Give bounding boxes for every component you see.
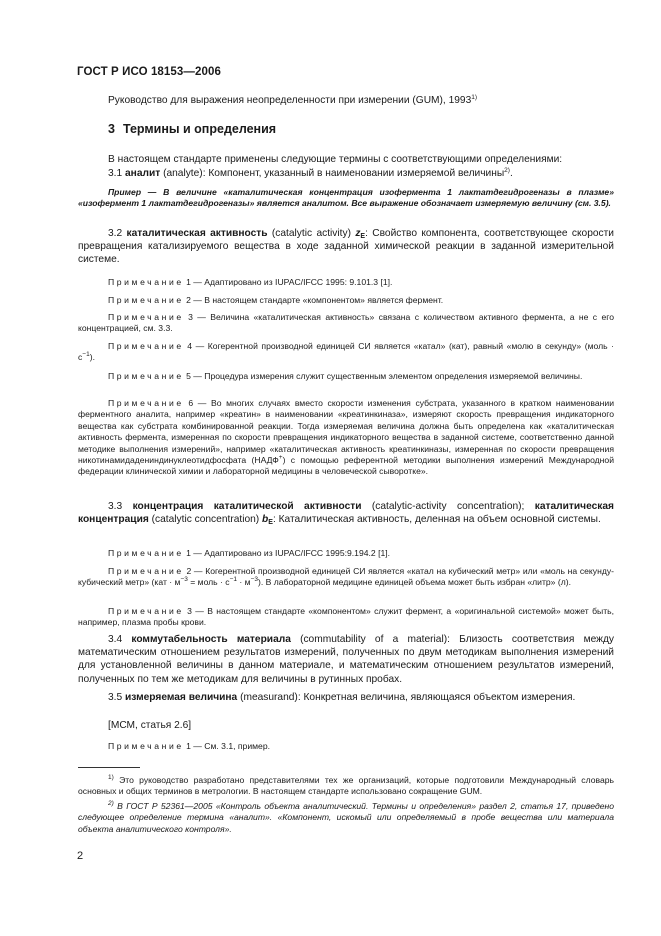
term-3-1: 3.1 аналит (analyte): Компонент, указанный в наименовании измеряемой величины$^{2)}$. [108,167,513,179]
footnote-2: $^{2)}$ В ГОСТ Р 52361—2005 «Контроль объекта аналитический. Термины и определения» раздел 2, статья 17, приведено следующее определение термина «аналит». «Компонент, искомый или определяемый в пробе вещества или материала объекта аналитического контроля». [78,800,614,834]
section-heading: 3 Термины и определения [108,122,277,136]
term-3-3: 3.3 концентрация каталитической активности (catalytic-activity concentration); каталитическая концентрация (catalytic concentration) $b_E$: Каталитическая активность, деленная на объем основной системы. [78,501,614,527]
intro-paragraph: Руководство для выражения неопределенности при измерении (GUM), 1993$^{1)}$ [108,94,478,106]
document-header: ГОСТ Р ИСО 18153—2006 [77,66,222,78]
footnote-separator [78,767,140,768]
note-3-2-4: Примечание 4 — Когерентной производной единицей СИ является «катал» (кат), равный «молю в секунду» (моль · $с^{-1}$). [78,341,614,363]
note-3-3-1: Примечание 1 — Адаптировано из IUPAC/IFCC 1995:9.194.2 [1]. [108,548,391,558]
reference-3-5: [МСМ, статья 2.6] [108,720,192,731]
note-3-3-2: Примечание 2 — Когерентной производной единицей СИ является «катал на кубический метр» или «моль на секунду-кубический метр» ($кат \cdot м^{-3}$ = моль · $с^{-1} \cdot м^{-3}$). В лабораторной медицине единицей объема может быть избран «литр» (л). [78,566,614,588]
term-3-5: 3.5 измеряемая величина (measurand): Конкретная величина, являющаяся объектом измерения. [108,692,576,703]
note-3-2-3: Примечание 3 — Величина «каталитическая активность» связана с количеством активного фермента, а не с его концентрацией, см. 3.3. [78,312,614,334]
page-number: 2 [77,850,84,862]
example-3-1: Пример — В величине «каталитическая концентрация изофермента 1 лактатдегидрогеназы в плазме» «изофермент 1 лактатдегидрогеназы» является аналитом. Все выражение обозначает измеряемую величину (см. 3.5). [78,187,614,209]
note-3-2-1: Примечание 1 — Адаптировано из IUPAC/IFCC 1995: 9.101.3 [1]. [108,277,393,287]
note-3-5-1: Примечание 1 — См. 3.1, пример. [108,741,270,751]
section-intro-paragraph: В настоящем стандарте применены следующие термины с соответствующими определениями: [108,154,563,165]
term-3-2: 3.2 каталитическая активность (catalytic activity) $z_E$: Свойство компонента, соответствующее скорости превращения катализируемого вещества в ходе заданной химической реакции в заданной измерительной системе. [78,228,614,266]
footnote-1: $^{1)}$ Это руководство разработано представителями тех же организаций, которые подготовили Международный словарь основных и общих терминов в метрологии. В настоящем стандарте использовано сокращение GUM. [78,774,614,797]
note-3-2-6: Примечание 6 — Во многих случаях вместо скорости изменения субстрата, указанного в кратком наименовании ферментного аналита, например «креатин» в наименовании «креатинкиназа», измеряют скорость превращения индикаторного вещества как субстрата комбинированной реакции. Тогда измеряемая величина должна быть определена как «каталитическая активность фермента, измеренная по скорости превращения индикаторного вещества в заданной системе, соответственно данной методике выполнения измерений», например «каталитическая активность креатинкиназы, измеренная по скорости превращения никотинамидадениндинуклеотидфосфата (НАДФ+) с помощью референтной методики выполнения измерений Международной федерации клинической химии и лабораторной медицины в человеческой сыворотке». [78,398,614,477]
note-3-2-2: Примечание 2 — В настоящем стандарте «компонентом» является фермент. [108,295,444,305]
note-3-3-3: Примечание 3 — В настоящем стандарте «компонентом» служит фермент, а «оригинальной системой» может быть, например, плазма пробы крови. [78,606,614,628]
note-3-2-5: Примечание 5 — Процедура измерения служит существенным элементом определения измеряемой величины. [108,371,583,381]
term-3-4: 3.4 коммутабельность материала (commutability of a material): Близость соответствия между математическим отношением результатов измерений, полученных по двум методикам выполнения измерений для установленной величины в данном материале, и математическим отношением результатов измерений, полученных по тем же методикам для величины в рутинных пробах. [78,634,614,685]
